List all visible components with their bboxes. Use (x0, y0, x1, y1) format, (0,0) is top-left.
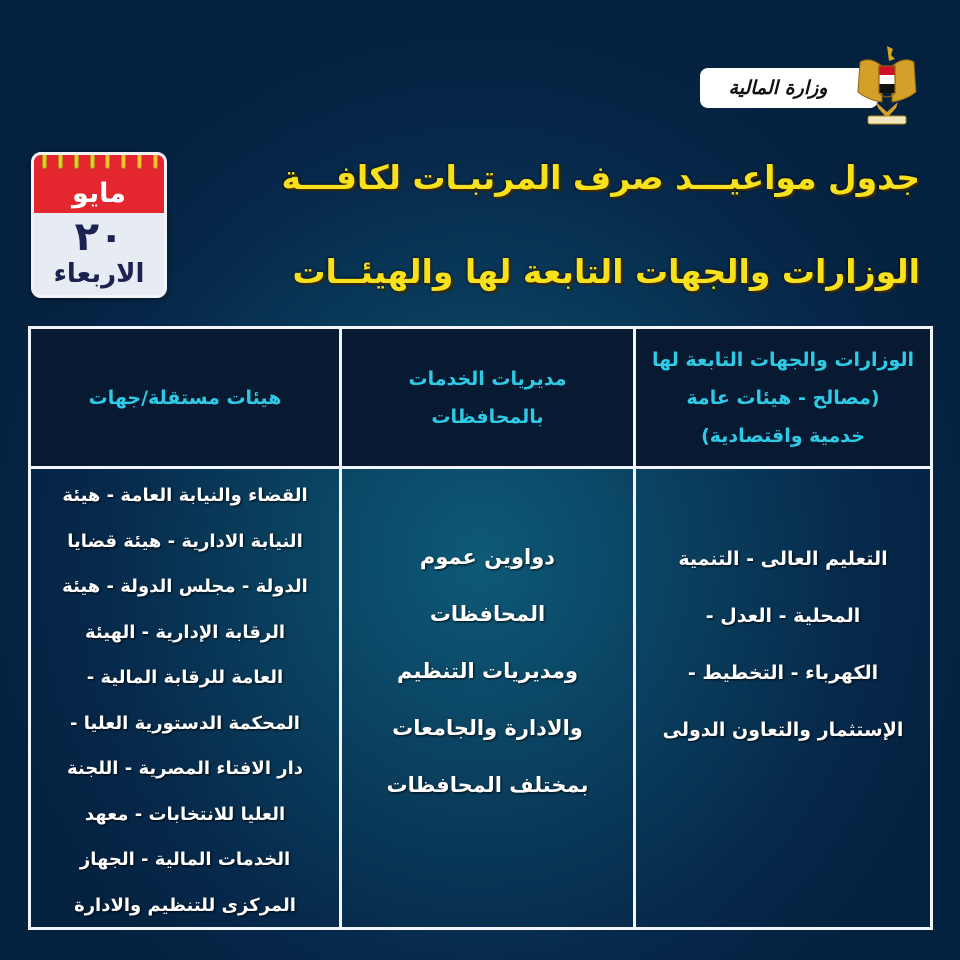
cell-line: بمختلف المحافظات (386, 773, 589, 797)
header-independent-bodies (31, 329, 339, 469)
cell-line: الدولة - مجلس الدولة - هيئة (62, 576, 308, 597)
header-text: الوزارات والجهات التابعة لها (651, 348, 915, 371)
cell-ministries (633, 469, 930, 928)
header-text: خدمية واقتصادية) (701, 424, 865, 447)
calendar-weekday: الاربعاء (53, 259, 145, 289)
cell-line: الخدمات المالية - الجهاز (79, 849, 291, 870)
header-ministries (633, 329, 930, 469)
cell-line: القضاء والنيابة العامة - هيئة (62, 485, 308, 506)
cell-line: دار الافتاء المصرية - اللجنة (66, 758, 304, 779)
calendar-icon (31, 152, 167, 298)
cell-line: الإستثمار والتعاون الدولى (662, 719, 904, 741)
header-text: (مصالح - هيئات عامة (686, 386, 880, 409)
header-governorate-directorates (339, 329, 633, 469)
calendar-day: ٢٠ (74, 214, 124, 260)
cell-line: دواوين عموم (419, 545, 556, 569)
cell-line: التعليم العالى - التنمية (678, 548, 888, 570)
cell-line: المحلية - العدل - (705, 605, 861, 627)
cell-line: العليا للانتخابات - معهد (84, 803, 286, 825)
cell-governorate-directorates (339, 469, 633, 928)
calendar-month: مايو (72, 178, 126, 209)
ministry-logo (700, 42, 930, 132)
cell-line: والادارة والجامعات (392, 716, 583, 740)
cell-independent-bodies (31, 469, 339, 928)
header-text: هيئات مستقلة/جهات (88, 386, 282, 409)
page-title-line-1: جدول مواعيـــد صرف المرتبـات لكافـــة (281, 158, 920, 197)
logo-text: وزارة المالية (728, 77, 828, 99)
cell-line: الرقابة الإدارية - الهيئة (84, 621, 286, 643)
cell-line: المركزى للتنظيم والادارة (74, 894, 296, 916)
cell-line: الكهرباء - التخطيط - (687, 662, 879, 684)
calendar-rings (42, 153, 158, 169)
header-text: بالمحافظات (431, 405, 544, 428)
cell-line: المحافظات (429, 602, 546, 626)
cell-line: العامة للرقابة المالية - (86, 667, 284, 688)
page-title-line-2: الوزارات والجهات التابعة لها والهيئــات (292, 252, 920, 291)
salary-schedule-table (28, 326, 933, 930)
cell-line: ومديريات التنظيم (396, 659, 579, 683)
header-text: مديريات الخدمات (408, 367, 567, 390)
cell-line: المحكمة الدستورية العليا - (70, 712, 300, 734)
cell-line: النيابة الادارية - هيئة قضايا (67, 530, 303, 552)
eagle-emblem-icon (852, 42, 922, 130)
